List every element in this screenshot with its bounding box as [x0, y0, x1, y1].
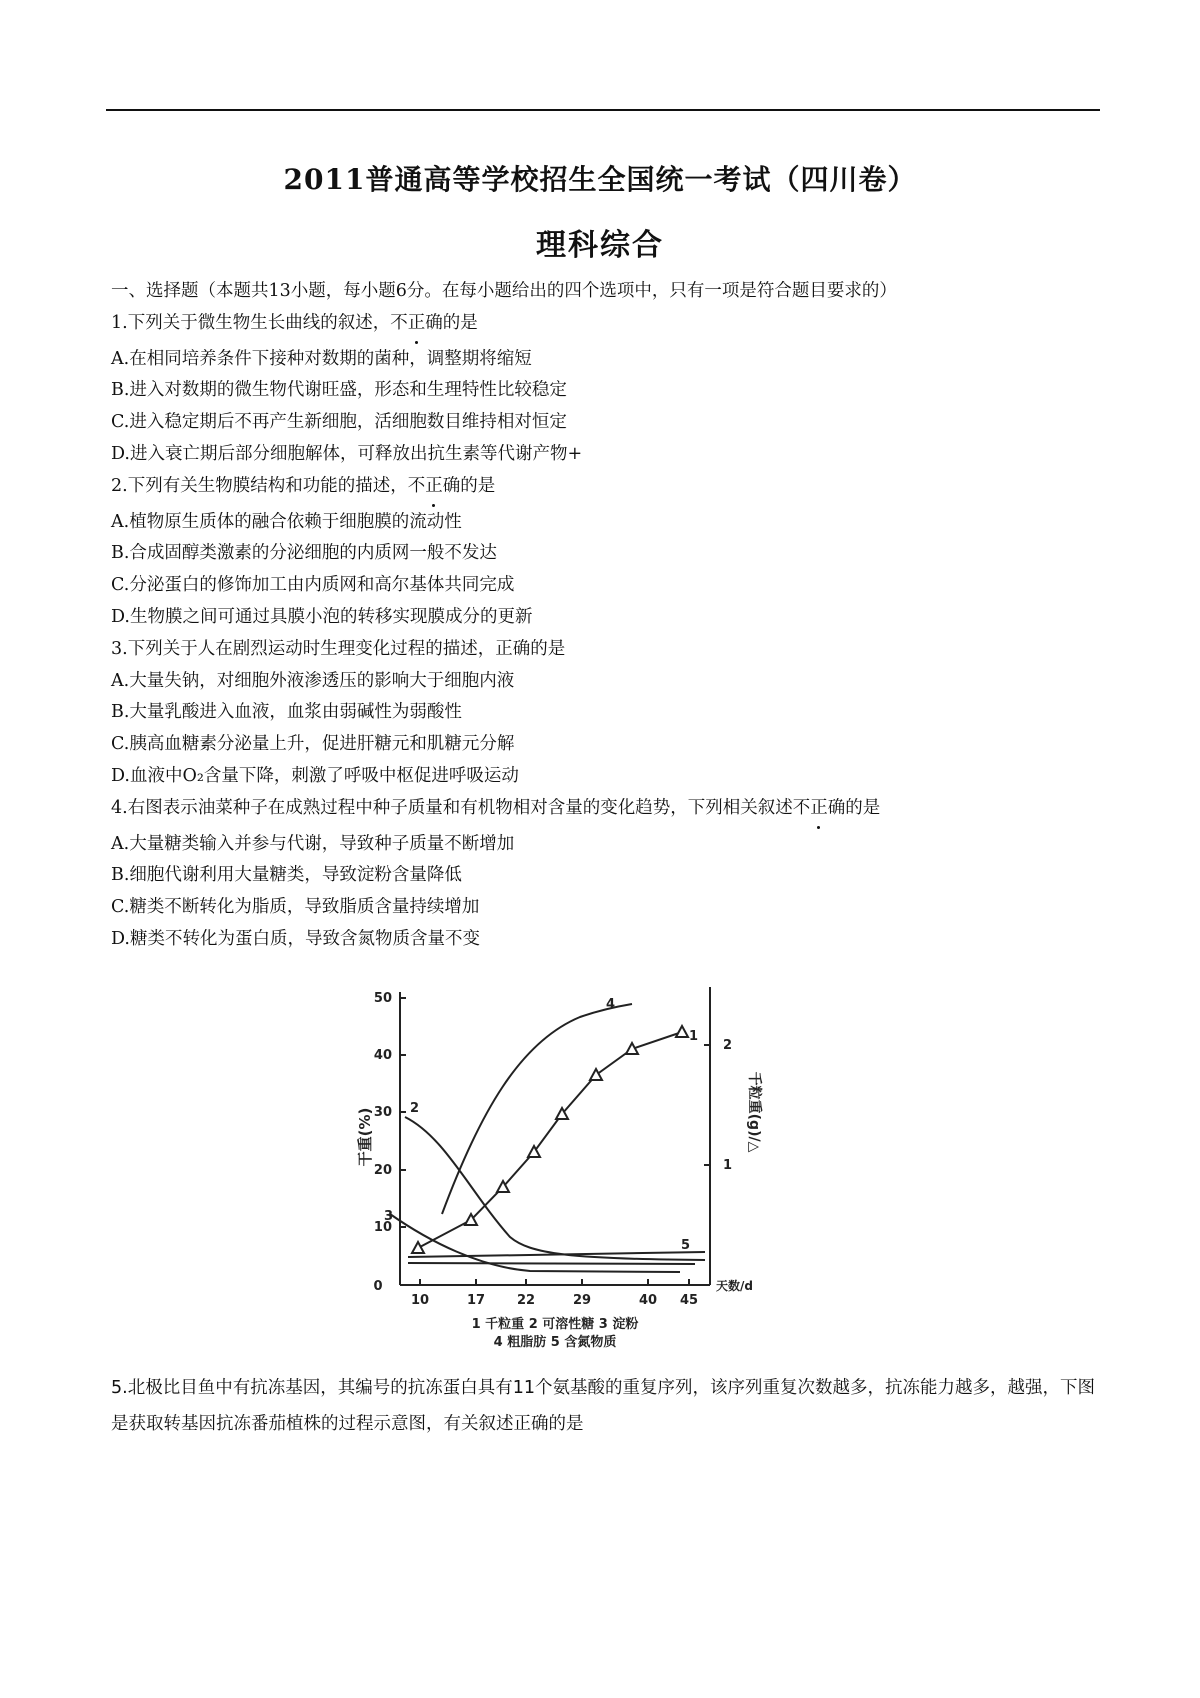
figure-legend: 4 粗脂肪 5 含氮物质 — [493, 1335, 617, 1350]
option-c: C.分泌蛋白的修饰加工由内质网和高尔基体共同完成 — [111, 575, 515, 596]
stem-text: 的是 — [845, 797, 881, 818]
left-tick-label: 50 — [373, 991, 392, 1006]
left-tick-label: 40 — [373, 1048, 392, 1063]
triangle-markers — [412, 1026, 691, 1253]
stem-text: 2.下列有关生物膜结构和功能的描述， — [111, 475, 408, 496]
x-tick-label: 10 — [410, 1293, 430, 1308]
question-stem — [111, 634, 1101, 666]
option-c: C.糖类不断转化为脂质，导致脂质含量持续增加 — [111, 897, 480, 918]
left-tick-label: 20 — [373, 1163, 392, 1178]
option-b: B.细胞代谢利用大量糖类，导致淀粉含量降低 — [111, 865, 462, 886]
curve-label: 3 — [384, 1209, 394, 1224]
curve-4-crude-fat — [442, 1004, 632, 1214]
question-stem — [111, 308, 1101, 340]
stem-emphasis: 不正确 — [390, 308, 443, 340]
curve-2-soluble-sugar — [405, 1117, 705, 1260]
stem-text: 1.下列关于微生物生长曲线的叙述， — [111, 312, 391, 333]
curve-label: 1 — [689, 1029, 699, 1044]
question-stem — [111, 471, 1101, 503]
exam-subtitle: 理科综合 — [536, 228, 664, 263]
figure-legend: 1 千粒重 2 可溶性糖 3 淀粉 — [471, 1317, 639, 1332]
left-tick-label: 10 — [373, 1220, 392, 1235]
option-b: B.大量乳酸进入血液，血浆由弱碱性为弱酸性 — [111, 702, 462, 723]
stem-emphasis: 不正确 — [793, 793, 846, 825]
option-d: D.进入衰亡期后部分细胞解体，可释放出抗生素等代谢产物+ — [111, 443, 583, 464]
option-a: A.植物原生质体的融合依赖于细胞膜的流动性 — [111, 511, 462, 532]
stem-emphasis: 不正确 — [408, 471, 461, 503]
x-tick-label: 29 — [572, 1293, 592, 1308]
option-a: A.在相同培养条件下接种对数期的菌种，调整期将缩短 — [111, 348, 532, 369]
curve-label: 2 — [410, 1101, 420, 1116]
stem-text: 的是 — [442, 312, 478, 333]
question-stem — [111, 793, 1101, 825]
stem-text: 4.右图表示油菜种子在成熟过程中种子质量和有机物相对含量的变化趋势，下列相关叙述 — [111, 797, 793, 818]
option-a: A.大量糖类输入并参与代谢，导致种子质量不断增加 — [111, 833, 515, 854]
question-5: 5.北极比目鱼中有抗冻基因，其编号的抗冻蛋白具有11个氨基酸的重复序列，该序列重复次数越多，抗冻能力越多，越强，下图是获取转基因抗冻番茄植株的过程示意图，有关叙述正确的是 — [111, 1378, 1095, 1434]
section-heading: 一、选择题（本题共13小题，每小题6分。在每小题给出的四个选项中，只有一项是符合题目要求的） — [111, 281, 897, 301]
x-tick-label: 22 — [516, 1293, 536, 1308]
curve-label: 4 — [606, 997, 616, 1012]
curve-1-grain-weight — [418, 1032, 682, 1248]
option-d: D.血液中O₂含量下降，刺激了呼吸中枢促进呼吸运动 — [111, 765, 519, 786]
x-axis-label: 天数/d — [716, 1279, 753, 1293]
right-tick-label: 2 — [723, 1038, 733, 1053]
x-tick-label: 40 — [638, 1293, 658, 1308]
option-a: A.大量失钠，对细胞外液渗透压的影响大于细胞内液 — [111, 670, 515, 691]
left-tick-label: 0 — [373, 1279, 383, 1294]
option-d: D.糖类不转化为蛋白质，导致含氮物质含量不变 — [111, 928, 480, 949]
question-list — [111, 276, 1101, 956]
seed-maturation-figure — [350, 972, 810, 1352]
stem-text: 3.下列关于人在剧烈运动时生理变化过程的描述，正确的是 — [111, 638, 566, 659]
x-tick-label: 45 — [679, 1293, 699, 1308]
exam-title: 2011普通高等学校招生全国统一考试（四川卷） — [283, 163, 917, 196]
x-tick-label: 17 — [466, 1293, 486, 1308]
option-b: B.进入对数期的微生物代谢旺盛，形态和生理特性比较稳定 — [111, 380, 567, 401]
curve-label: 5 — [681, 1238, 691, 1253]
right-axis-label: 千粒重(g)/△ — [746, 1071, 762, 1153]
option-b: B.合成固醇类激素的分泌细胞的内质网一般不发达 — [111, 543, 497, 564]
left-tick-label: 30 — [373, 1105, 392, 1120]
header-rule — [106, 109, 1100, 111]
right-tick-label: 1 — [723, 1158, 733, 1173]
option-d: D.生物膜之间可通过具膜小泡的转移实现膜成分的更新 — [111, 606, 533, 627]
stem-text: 的是 — [460, 475, 496, 496]
option-c: C.进入稳定期后不再产生新细胞，活细胞数目维持相对恒定 — [111, 412, 567, 433]
option-c: C.胰高血糖素分泌量上升，促进肝糖元和肌糖元分解 — [111, 734, 515, 755]
left-axis-label: 干重(%) — [356, 1107, 374, 1167]
